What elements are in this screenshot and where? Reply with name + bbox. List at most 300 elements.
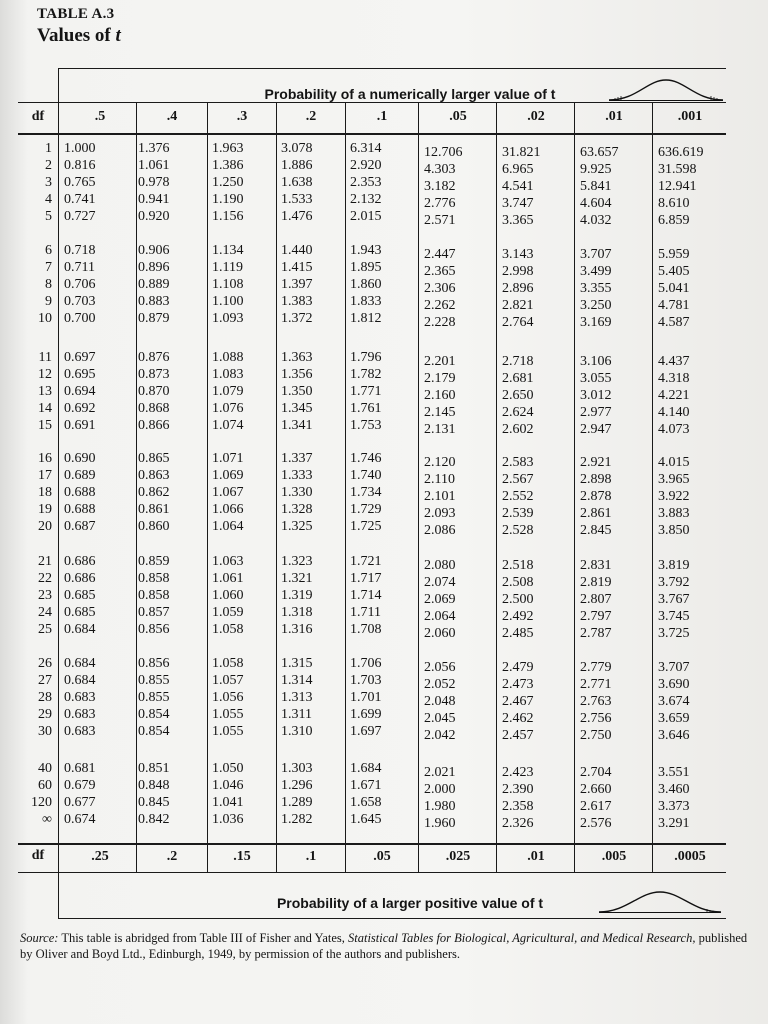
t-value-cell: 2.462 [502, 711, 534, 726]
t-value-cell: 2.583 [502, 455, 534, 470]
column-rule [652, 102, 653, 872]
t-value-cell: 0.683 [64, 707, 96, 722]
t-value-cell: 1.328 [281, 502, 313, 517]
t-value-cell: 5.405 [658, 264, 690, 279]
t-value-cell: 2.132 [350, 192, 382, 207]
t-value-cell: 3.922 [658, 489, 690, 504]
t-value-cell: 2.764 [502, 315, 534, 330]
t-value-cell: 4.318 [658, 371, 690, 386]
t-value-cell: 1.734 [350, 485, 382, 500]
t-value-cell: 2.074 [424, 575, 456, 590]
t-value-cell: 1.066 [212, 502, 244, 517]
t-value-cell: 1.074 [212, 418, 244, 433]
t-value-cell: 2.763 [580, 694, 612, 709]
df-cell: 16 [38, 451, 52, 466]
t-value-cell: 4.437 [658, 354, 690, 369]
t-value-cell: 2.365 [424, 264, 456, 279]
t-value-cell: 1.860 [350, 277, 382, 292]
t-value-cell: 1.753 [350, 418, 382, 433]
upper-probability-header: .001 [677, 109, 703, 124]
t-value-cell: 3.659 [658, 711, 690, 726]
t-value-cell: 2.831 [580, 558, 612, 573]
t-value-cell: 3.143 [502, 247, 534, 262]
t-value-cell: 0.687 [64, 519, 96, 534]
df-cell: 22 [38, 571, 52, 586]
t-value-cell: 2.624 [502, 405, 534, 420]
two-tailed-curve-icon [607, 76, 725, 102]
t-value-cell: 2.160 [424, 388, 456, 403]
t-value-cell: 4.140 [658, 405, 690, 420]
column-rule [496, 102, 497, 872]
t-value-cell: 1.314 [281, 673, 313, 688]
t-value-cell: 0.857 [138, 605, 170, 620]
t-value-cell: 3.965 [658, 472, 690, 487]
t-value-cell: 1.771 [350, 384, 382, 399]
df-cell: 40 [38, 761, 52, 776]
lower-probability-header: .0005 [674, 849, 706, 864]
upper-probability-caption: Probability of a numerically larger value of t [264, 86, 556, 102]
df-cell: 2 [45, 158, 52, 173]
t-value-cell: 0.855 [138, 673, 170, 688]
t-value-cell: 2.052 [424, 677, 456, 692]
t-value-cell: 1.071 [212, 451, 244, 466]
source-text-2: published by Oliver and Boyd Ltd., Edinburgh, 1949, by permission of the authors and publishers. [20, 931, 748, 961]
t-value-cell: 1.980 [424, 799, 456, 814]
lower-probability-caption: Probability of a larger positive value of t [276, 895, 544, 911]
t-value-cell: 0.683 [64, 690, 96, 705]
t-value-cell: 2.306 [424, 281, 456, 296]
df-footer: df [31, 848, 45, 863]
df-cell: 1 [45, 141, 52, 156]
t-value-cell: 3.883 [658, 506, 690, 521]
t-value-cell: 4.604 [580, 196, 612, 211]
t-value-cell: 0.683 [64, 724, 96, 739]
footer-bottom-rule [18, 872, 726, 873]
column-rule [345, 102, 346, 872]
t-value-cell: 0.689 [64, 468, 96, 483]
df-cell: 7 [45, 260, 52, 275]
t-value-cell: 3.690 [658, 677, 690, 692]
t-value-cell: 2.086 [424, 523, 456, 538]
t-value-cell: 1.761 [350, 401, 382, 416]
t-value-cell: 2.771 [580, 677, 612, 692]
t-value-cell: 0.920 [138, 209, 170, 224]
t-value-cell: 1.533 [281, 192, 313, 207]
lower-probability-header: .1 [305, 849, 317, 864]
t-value-cell: 1.088 [212, 350, 244, 365]
t-value-cell: 0.870 [138, 384, 170, 399]
upper-probability-header: .01 [605, 109, 623, 124]
t-value-cell: 3.012 [580, 388, 612, 403]
upper-probability-header: .1 [376, 109, 388, 124]
t-value-cell: 8.610 [658, 196, 690, 211]
df-cell: 14 [38, 401, 52, 416]
t-value-cell: 1.156 [212, 209, 244, 224]
t-value-cell: 0.697 [64, 350, 96, 365]
t-value-cell: 1.058 [212, 656, 244, 671]
t-value-cell: 2.326 [502, 816, 534, 831]
t-value-cell: 0.688 [64, 502, 96, 517]
t-value-cell: 4.015 [658, 455, 690, 470]
t-value-cell: 1.061 [138, 158, 170, 173]
t-value-cell: 0.684 [64, 673, 96, 688]
table-title [37, 25, 121, 47]
t-value-cell: 1.729 [350, 502, 382, 517]
t-value-cell: 0.866 [138, 418, 170, 433]
t-value-cell: 5.041 [658, 281, 690, 296]
t-value-cell: 0.842 [138, 812, 170, 827]
t-value-cell: 1.056 [212, 690, 244, 705]
t-value-cell: 2.228 [424, 315, 456, 330]
footer-top-rule [18, 843, 726, 845]
t-value-cell: 3.182 [424, 179, 456, 194]
column-rule [418, 102, 419, 872]
t-value-cell: 2.845 [580, 523, 612, 538]
t-value-cell: 0.863 [138, 468, 170, 483]
t-value-cell: 0.692 [64, 401, 96, 416]
t-value-cell: 2.353 [350, 175, 382, 190]
t-value-cell: 1.796 [350, 350, 382, 365]
t-value-cell: 3.106 [580, 354, 612, 369]
t-value-cell: 0.727 [64, 209, 96, 224]
t-value-cell: 1.282 [281, 812, 313, 827]
t-value-cell: 4.541 [502, 179, 534, 194]
t-value-cell: 1.313 [281, 690, 313, 705]
lower-probability-header: .01 [527, 849, 545, 864]
t-value-cell: 2.064 [424, 609, 456, 624]
t-value-cell: 2.015 [350, 209, 382, 224]
t-value-cell: 2.131 [424, 422, 456, 437]
t-value-cell: 1.100 [212, 294, 244, 309]
t-value-cell: 2.660 [580, 782, 612, 797]
t-value-cell: 2.756 [580, 711, 612, 726]
t-value-cell: 2.485 [502, 626, 534, 641]
t-value-cell: 1.076 [212, 401, 244, 416]
t-value-cell: 1.041 [212, 795, 244, 810]
t-value-cell: 12.941 [658, 179, 697, 194]
t-value-cell: 3.365 [502, 213, 534, 228]
df-cell: 11 [38, 350, 52, 365]
t-value-cell: 2.145 [424, 405, 456, 420]
t-value-cell: 1.325 [281, 519, 313, 534]
t-value-cell: 4.587 [658, 315, 690, 330]
t-value-cell: 1.289 [281, 795, 313, 810]
df-cell: 23 [38, 588, 52, 603]
t-value-cell: 1.960 [424, 816, 456, 831]
df-cell: 29 [38, 707, 52, 722]
df-cell: 8 [45, 277, 52, 292]
t-value-cell: 2.567 [502, 472, 534, 487]
t-value-cell: 0.677 [64, 795, 96, 810]
t-value-cell: 12.706 [424, 145, 463, 160]
t-value-cell: 0.861 [138, 502, 170, 517]
t-value-cell: 2.650 [502, 388, 534, 403]
t-value-cell: 1.119 [212, 260, 243, 275]
t-value-cell: 2.821 [502, 298, 534, 313]
t-value-cell: 2.262 [424, 298, 456, 313]
t-value-cell: 1.697 [350, 724, 382, 739]
t-value-cell: 1.812 [350, 311, 382, 326]
t-value-cell: 1.318 [281, 605, 313, 620]
bottom-rule [58, 918, 726, 919]
t-value-cell: 2.056 [424, 660, 456, 675]
t-value-cell: 1.058 [212, 622, 244, 637]
t-value-cell: 1.061 [212, 571, 244, 586]
t-value-cell: 2.093 [424, 506, 456, 521]
t-value-cell: 3.819 [658, 558, 690, 573]
t-value-cell: 2.947 [580, 422, 612, 437]
t-value-cell: 0.688 [64, 485, 96, 500]
df-cell: 4 [45, 192, 52, 207]
t-value-cell: 1.356 [281, 367, 313, 382]
t-value-cell: 0.691 [64, 418, 96, 433]
t-value-cell: 2.069 [424, 592, 456, 607]
t-value-cell: 2.776 [424, 196, 456, 211]
t-value-cell: 2.358 [502, 799, 534, 814]
t-value-cell: 3.767 [658, 592, 690, 607]
upper-probability-header: .5 [94, 109, 106, 124]
t-value-cell: 2.101 [424, 489, 456, 504]
upper-probability-header: .4 [166, 109, 178, 124]
one-tailed-curve-icon [597, 888, 723, 914]
t-value-cell: 0.681 [64, 761, 96, 776]
upper-probability-header: .02 [527, 109, 545, 124]
t-value-cell: 3.792 [658, 575, 690, 590]
t-value-cell: 1.782 [350, 367, 382, 382]
t-value-cell: 2.021 [424, 765, 456, 780]
t-value-cell: 1.746 [350, 451, 382, 466]
t-value-cell: 636.619 [658, 145, 704, 160]
t-value-cell: 0.848 [138, 778, 170, 793]
df-cell: 18 [38, 485, 52, 500]
t-value-cell: 1.886 [281, 158, 313, 173]
t-value-cell: 1.333 [281, 468, 313, 483]
t-value-cell: 0.883 [138, 294, 170, 309]
t-value-cell: 2.617 [580, 799, 612, 814]
t-value-cell: 0.879 [138, 311, 170, 326]
t-value-cell: 1.311 [281, 707, 312, 722]
t-value-cell: 1.319 [281, 588, 313, 603]
t-value-cell: 0.845 [138, 795, 170, 810]
t-value-cell: 2.898 [580, 472, 612, 487]
t-value-cell: 2.179 [424, 371, 456, 386]
t-value-cell: 0.685 [64, 605, 96, 620]
t-value-cell: 1.476 [281, 209, 313, 224]
df-cell: 9 [45, 294, 52, 309]
t-value-cell: 1.323 [281, 554, 313, 569]
t-value-cell: 2.704 [580, 765, 612, 780]
df-left-rule [58, 68, 59, 918]
df-cell: ∞ [42, 812, 52, 827]
lower-probability-header: .025 [445, 849, 471, 864]
t-value-cell: 1.036 [212, 812, 244, 827]
t-value-cell: 1.708 [350, 622, 382, 637]
t-value-cell: 3.707 [658, 660, 690, 675]
t-value-cell: 0.868 [138, 401, 170, 416]
t-value-cell: 2.787 [580, 626, 612, 641]
t-value-cell: 1.701 [350, 690, 382, 705]
t-value-cell: 1.296 [281, 778, 313, 793]
t-value-cell: 1.055 [212, 707, 244, 722]
t-value-cell: 4.303 [424, 162, 456, 177]
lower-probability-header: .15 [233, 849, 251, 864]
t-value-cell: 1.060 [212, 588, 244, 603]
t-value-cell: 2.080 [424, 558, 456, 573]
t-value-cell: 1.310 [281, 724, 313, 739]
t-value-cell: 0.684 [64, 622, 96, 637]
t-value-cell: 0.856 [138, 656, 170, 671]
df-cell: 12 [38, 367, 52, 382]
t-value-cell: 0.690 [64, 451, 96, 466]
t-value-cell: 2.552 [502, 489, 534, 504]
df-cell: 60 [38, 778, 52, 793]
t-value-cell: 2.750 [580, 728, 612, 743]
t-value-cell: 1.383 [281, 294, 313, 309]
source-book-title: Statistical Tables for Biological, Agricultural, and Medical Research, [348, 931, 696, 945]
t-value-cell: 6.965 [502, 162, 534, 177]
t-value-cell: 1.703 [350, 673, 382, 688]
t-value-cell: 2.539 [502, 506, 534, 521]
t-value-cell: 1.638 [281, 175, 313, 190]
t-value-cell: 2.718 [502, 354, 534, 369]
title-prefix: Values of [37, 25, 116, 46]
df-cell: 15 [38, 418, 52, 433]
t-value-cell: 1.725 [350, 519, 382, 534]
t-value-cell: 0.978 [138, 175, 170, 190]
df-cell: 10 [38, 311, 52, 326]
t-value-cell: 2.878 [580, 489, 612, 504]
t-value-cell: 3.373 [658, 799, 690, 814]
t-value-cell: 2.201 [424, 354, 456, 369]
t-value-cell: 2.473 [502, 677, 534, 692]
t-value-cell: 0.684 [64, 656, 96, 671]
t-value-cell: 3.499 [580, 264, 612, 279]
df-cell: 13 [38, 384, 52, 399]
df-cell: 21 [38, 554, 52, 569]
t-value-cell: 2.045 [424, 711, 456, 726]
t-value-cell: 0.865 [138, 451, 170, 466]
t-value-cell: 1.376 [138, 141, 170, 156]
t-value-cell: 3.551 [658, 765, 690, 780]
t-value-cell: 2.681 [502, 371, 534, 386]
t-value-cell: 1.059 [212, 605, 244, 620]
t-value-cell: 0.679 [64, 778, 96, 793]
t-value-cell: 1.050 [212, 761, 244, 776]
t-value-cell: 2.819 [580, 575, 612, 590]
t-value-cell: 2.447 [424, 247, 456, 262]
t-value-cell: 0.862 [138, 485, 170, 500]
t-value-cell: 31.821 [502, 145, 541, 160]
t-value-cell: 3.745 [658, 609, 690, 624]
t-value-cell: 0.851 [138, 761, 170, 776]
t-value-cell: 0.686 [64, 554, 96, 569]
t-value-cell: 1.706 [350, 656, 382, 671]
t-value-cell: 63.657 [580, 145, 619, 160]
t-value-cell: 2.042 [424, 728, 456, 743]
t-value-cell: 2.457 [502, 728, 534, 743]
df-cell: 30 [38, 724, 52, 739]
source-note [20, 930, 750, 962]
t-value-cell: 9.925 [580, 162, 612, 177]
t-value-cell: 0.706 [64, 277, 96, 292]
column-rule [207, 102, 208, 872]
t-value-cell: 3.078 [281, 141, 313, 156]
t-value-cell: 1.069 [212, 468, 244, 483]
t-value-cell: 0.941 [138, 192, 170, 207]
t-value-cell: 1.699 [350, 707, 382, 722]
t-value-cell: 1.093 [212, 311, 244, 326]
t-value-cell: 1.658 [350, 795, 382, 810]
t-value-cell: 0.711 [64, 260, 95, 275]
t-value-cell: 0.854 [138, 724, 170, 739]
t-value-cell: 1.372 [281, 311, 313, 326]
t-value-cell: 2.479 [502, 660, 534, 675]
t-value-cell: 1.740 [350, 468, 382, 483]
t-value-cell: 1.063 [212, 554, 244, 569]
t-value-cell: 4.073 [658, 422, 690, 437]
t-value-cell: 0.694 [64, 384, 96, 399]
t-value-cell: 2.779 [580, 660, 612, 675]
t-value-cell: 1.315 [281, 656, 313, 671]
df-cell: 20 [38, 519, 52, 534]
t-value-cell: 1.440 [281, 243, 313, 258]
t-value-cell: 1.337 [281, 451, 313, 466]
t-value-cell: 2.492 [502, 609, 534, 624]
t-value-cell: 1.303 [281, 761, 313, 776]
t-value-cell: 2.921 [580, 455, 612, 470]
t-value-cell: 1.645 [350, 812, 382, 827]
t-value-cell: 0.703 [64, 294, 96, 309]
t-value-cell: 3.460 [658, 782, 690, 797]
t-value-cell: 31.598 [658, 162, 697, 177]
column-rule [276, 102, 277, 872]
df-cell: 3 [45, 175, 52, 190]
t-value-cell: 3.250 [580, 298, 612, 313]
t-value-cell: 3.355 [580, 281, 612, 296]
t-value-cell: 0.700 [64, 311, 96, 326]
t-value-cell: 1.046 [212, 778, 244, 793]
column-rule [574, 102, 575, 872]
df-cell: 5 [45, 209, 52, 224]
t-value-cell: 5.959 [658, 247, 690, 262]
t-value-cell: 0.860 [138, 519, 170, 534]
df-cell: 27 [38, 673, 52, 688]
t-value-cell: 1.943 [350, 243, 382, 258]
upper-probability-header: .2 [305, 109, 317, 124]
t-value-cell: 4.221 [658, 388, 690, 403]
t-value-cell: 1.134 [212, 243, 244, 258]
t-value-cell: 6.314 [350, 141, 382, 156]
title-variable: t [115, 25, 121, 46]
t-value-cell: 2.576 [580, 816, 612, 831]
source-label: Source: [20, 931, 59, 945]
t-value-cell: 1.833 [350, 294, 382, 309]
t-value-cell: 1.711 [350, 605, 381, 620]
lower-probability-header: .005 [601, 849, 627, 864]
upper-probability-header: .05 [449, 109, 467, 124]
top-rule [58, 68, 726, 69]
df-cell: 26 [38, 656, 52, 671]
t-value-cell: 0.718 [64, 243, 96, 258]
t-value-cell: 1.721 [350, 554, 382, 569]
t-value-cell: 0.859 [138, 554, 170, 569]
t-value-cell: 2.110 [424, 472, 455, 487]
df-cell: 24 [38, 605, 52, 620]
t-value-cell: 0.816 [64, 158, 96, 173]
df-cell: 120 [31, 795, 52, 810]
t-value-cell: 0.741 [64, 192, 96, 207]
t-value-cell: 2.467 [502, 694, 534, 709]
